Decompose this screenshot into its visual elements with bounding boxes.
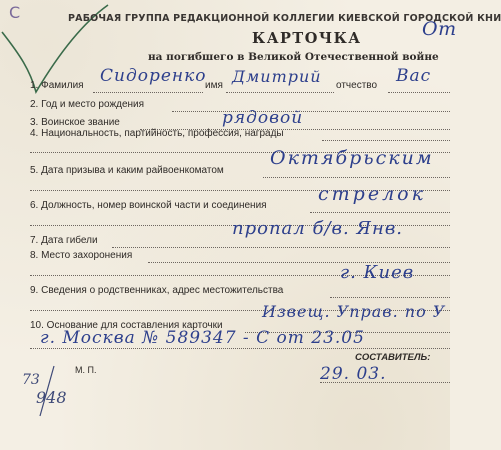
card-title: КАРТОЧКА <box>252 30 362 47</box>
label-stamp-place: М. П. <box>75 365 97 375</box>
value-conscription: Октябрьским <box>270 147 434 169</box>
label-surname: 1. Фамилия <box>30 80 84 91</box>
label-name: имя <box>205 80 223 91</box>
label-compiler: СОСТАВИТЕЛЬ: <box>355 352 431 363</box>
label-relatives: 9. Сведения о родственниках, адрес местожительства <box>30 285 284 296</box>
label-death-date: 7. Дата гибели <box>30 235 98 246</box>
value-rank: рядовой <box>222 108 304 128</box>
pencil-note-bottom: 948 <box>36 388 67 407</box>
handwritten-corner: От <box>422 18 457 40</box>
label-nationality: 4. Национальность, партийность, профессия, награды <box>30 128 284 139</box>
value-basis-line1: Извещ. Управ. по У <box>262 302 446 321</box>
value-position: стрелок <box>318 183 426 205</box>
label-birth: 2. Год и место рождения <box>30 99 145 110</box>
value-relatives: г. Киев <box>340 262 415 283</box>
value-death-date: пропал б/в. Янв. <box>232 218 404 239</box>
corner-mark: С <box>9 3 21 22</box>
label-rank: 3. Воинское звание <box>30 117 120 128</box>
card-subtitle: на погибшего в Великой Отечественной войне <box>148 51 439 63</box>
pencil-note-top: 73 <box>22 372 40 388</box>
header-organization: РАБОЧАЯ ГРУППА РЕДАКЦИОННОЙ КОЛЛЕГИИ КИЕВСКОЙ ГОРОДСКОЙ КНИ <box>68 13 501 24</box>
value-name: Дмитрий <box>232 67 322 86</box>
label-patronymic: отчество <box>336 80 378 91</box>
value-basis-line2: г. Москва № 589347 - С от 23.05 <box>40 328 365 348</box>
label-conscription: 5. Дата призыва и каким райвоенкоматом <box>30 165 224 176</box>
label-position: 6. Должность, номер воинской части и соединения <box>30 200 267 211</box>
label-basis: 10. Основание для составления карточки <box>30 320 223 331</box>
value-surname: Сидоренко <box>100 66 207 86</box>
label-burial: 8. Место захоронения <box>30 250 133 261</box>
value-patronymic: Вас <box>396 66 432 86</box>
value-compile-date: 29. 03. <box>320 364 387 384</box>
